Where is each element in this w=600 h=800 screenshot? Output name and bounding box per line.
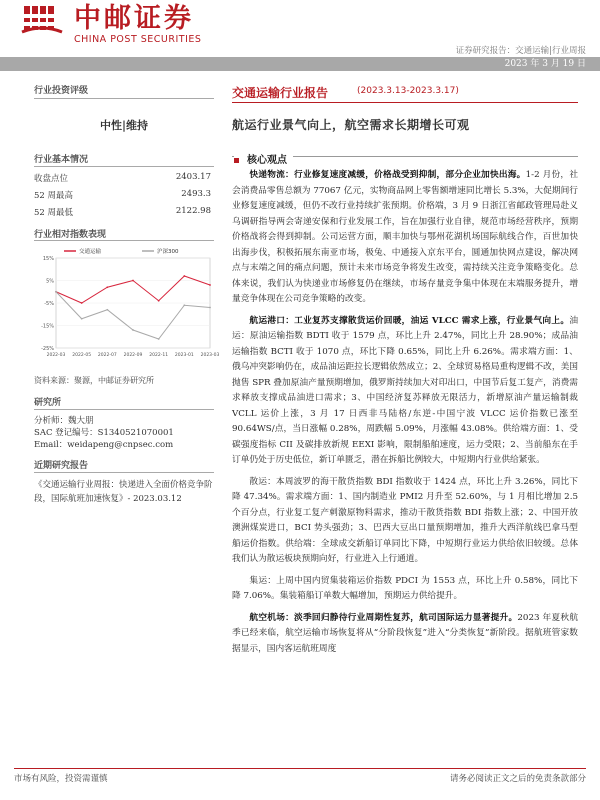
divider bbox=[34, 98, 214, 99]
rating-value: 中性|维持 bbox=[99, 119, 148, 132]
data-point bbox=[106, 286, 108, 288]
brand-name: 中邮证券 bbox=[74, 3, 194, 34]
kv-row-high: 52 周最高 2493.3 bbox=[34, 189, 211, 201]
data-point bbox=[81, 302, 83, 304]
x-tick-label: 2022-03 bbox=[46, 353, 66, 358]
kv-row-low: 52 周最低 2122.98 bbox=[34, 206, 211, 218]
divider bbox=[34, 409, 214, 410]
y-tick-label: -15% bbox=[41, 323, 54, 330]
data-point bbox=[132, 329, 134, 331]
data-point bbox=[132, 280, 134, 282]
data-point bbox=[209, 284, 211, 286]
analyst-name: 分析师：魏大朋 bbox=[34, 416, 94, 426]
basic-section-title: 行业基本情况 bbox=[34, 155, 89, 165]
kv-row-close: 收盘点位 2403.17 bbox=[34, 172, 211, 184]
breadcrumb: 证券研究报告：交通运输|行业周报 bbox=[455, 46, 586, 56]
legend-label: 交通运输 bbox=[79, 249, 102, 255]
report-title: 交通运输行业报告 bbox=[232, 86, 329, 100]
y-tick-label: 5% bbox=[46, 278, 54, 285]
divider bbox=[34, 166, 214, 167]
y-tick-label: -25% bbox=[41, 346, 54, 352]
x-tick-label: 2022-11 bbox=[149, 353, 169, 358]
report-headline: 航运行业景气向上，航空需求长期增长可观 bbox=[232, 118, 470, 132]
para-shipping: 航运港口：工业复苏支撑散货运价回暖，油运 VLCC 需求上涨，行业景气向上。油运：原油运输指数 BDTI 收于 1579 点，环比上升 2.47%，同比上升 28.90%；成品油运输指数 BCTI 收于 1070 点，环比下降 0.65%，同比上升 6.26%。需求端方面：1、俄乌冲突影响仍在，成品油运距拉长逻辑依然成立；2、全球贸易格局重构逻辑不改，美国抛售 SPR 叠加原油产量预期增加，俄罗斯持续加大对印出口，中国节后复工复产，消费需求释放支撑成品油进口需求；3、中国经济复苏释放无限活力，新增原油产量运输制裁 VCLL 运价上涨，3 月 17 日西非马陆格/东逆-中国宁波 VLCC 运价指数已涨至 90.64WS/点，当日涨幅 0.28%，周跌幅 5.09%，月涨幅 43.08%。供给端方面：1、受碳强度指标 CII 及碳排放新规 EEXI 影响，限制船舶速度，运力受限；2、当前船东在手订单仍处于历史低位，新订单匮乏，潜在拆船比例较大，中短期内行业供给紧张。 bbox=[232, 315, 578, 465]
para-bulk: 散运：本周波罗的海干散货指数 BDI 指数收于 1424 点，环比上升 3.26%，同比下降 47.34%。需求端方面：1、国内制造业 PMI2 月升至 52.60%，与 1 月相比增加 2.5 个百分点，行业复工复产刺激原物料需求，推动干散货指数 BDI 指数上涨；2、中国开放澳洲煤炭进口，BCI 势头强劲；3、巴西大豆出口量预期增加，推升大西洋航线巴拿马型船运价指数。供给端：全球成交新船订单同比下降，中短期行业运力供给依旧较缓。总体我们认为散运板块预期向好，行业进入上行通道。 bbox=[232, 476, 578, 564]
analyst-sac: SAC 登记编号：S1340521070001 bbox=[34, 428, 174, 438]
analyst-email[interactable]: Email：weidapeng@cnpsec.com bbox=[34, 440, 174, 450]
report-date: 2023 年 3 月 19 日 bbox=[504, 59, 586, 69]
analyst-section-title: 研究所 bbox=[34, 398, 62, 408]
para-aviation: 航空机场：淡季回归静待行业周期性复苏，航司国际运力显著提升。2023 年夏秋航季已经来临，航空运输市场恢复将从“分阶段恢复”进入“分类恢复”新阶段。据航班管家数据显示，国内客运航班周度 bbox=[232, 612, 579, 654]
x-tick-label: 2022-09 bbox=[123, 353, 143, 358]
data-point bbox=[158, 300, 160, 302]
data-point bbox=[81, 318, 83, 320]
footer-divider bbox=[14, 768, 586, 769]
footer-disclaimer: 请务必阅读正文之后的免责条款部分 bbox=[449, 774, 586, 784]
data-point bbox=[183, 275, 185, 277]
x-tick-label: 2022-07 bbox=[97, 353, 117, 358]
legend-label: 沪深300 bbox=[157, 249, 179, 255]
x-tick-label: 2022-05 bbox=[72, 353, 92, 358]
data-point bbox=[158, 338, 160, 340]
data-point bbox=[183, 304, 185, 306]
para-container: 集运：上周中国内贸集装箱运价指数 PDCI 为 1553 点，环比上升 0.58%，同比下降 7.06%。集装箱船订单数大幅增加，预期运力供给提升。 bbox=[232, 575, 578, 601]
brand-name-en: CHINA POST SECURITIES bbox=[74, 34, 202, 45]
bullet-icon bbox=[234, 158, 239, 163]
data-point bbox=[106, 309, 108, 311]
y-tick-label: -5% bbox=[44, 301, 54, 307]
x-tick-label: 2023-01 bbox=[174, 353, 194, 358]
rating-section-title: 行业投资评级 bbox=[34, 86, 89, 96]
para-express: 快递物流：行业修复速度减缓，价格战受到抑制，部分企业加快出海。1-2 月份，社会消费品零售总额为 77067 亿元，实物商品网上零售额增速同比增长 5.3%，大促期间行业修复速度减缓，但仍不改行业持续扩张预期。价格端，3 月 9 日浙江省邮政管理局赴义乌调研指导两会寄递安保和行业发展工作，旨在加强行业自律，规范市场经营秩序，预期价格战将会得到抑制。公司运营方面，顺丰加快与鄂州花湖机场国际航线合作，百世加快出海步伐，积极拓展东南亚市场，极兔、中通接入京东平台，圆通加快网点建设，解决网点与末端之间的痛点问题，预计未来市场竞争将发生改变，需持续关注竞争策略变化。总体来说，我们认为快递业市场修复仍在继续，市场存量竞争集中体现在末端服务提升，增量竞争体现在公司竞争策略的改变。 bbox=[232, 170, 579, 304]
divider bbox=[34, 472, 214, 473]
relative-index-chart bbox=[34, 244, 220, 366]
recent-section-title: 近期研究报告 bbox=[34, 461, 89, 471]
y-tick-label: 15% bbox=[42, 256, 54, 262]
data-point bbox=[209, 307, 211, 309]
core-views-title: 核心观点 bbox=[234, 151, 293, 166]
chart-section-title: 行业相对指数表现 bbox=[34, 230, 107, 240]
divider bbox=[232, 102, 578, 103]
footer-risk-note: 市场有风险，投资需谨慎 bbox=[14, 774, 108, 784]
header-bar bbox=[0, 57, 600, 71]
data-point bbox=[55, 291, 57, 293]
x-tick-label: 2023-03 bbox=[200, 353, 220, 358]
brand-logo-icon bbox=[18, 2, 66, 38]
recent-report-link[interactable]: 《交通运输行业周报：快递进入全面价格竞争阶段，国际航班加速恢复》- 2023.03.12 bbox=[34, 480, 213, 504]
chart-source: 资料来源：聚源，中邮证券研究所 bbox=[34, 376, 154, 385]
report-body bbox=[232, 168, 578, 657]
divider bbox=[34, 240, 214, 241]
series-line-1 bbox=[56, 292, 210, 339]
report-date-range: (2023.3.13-2023.3.17) bbox=[357, 86, 459, 96]
